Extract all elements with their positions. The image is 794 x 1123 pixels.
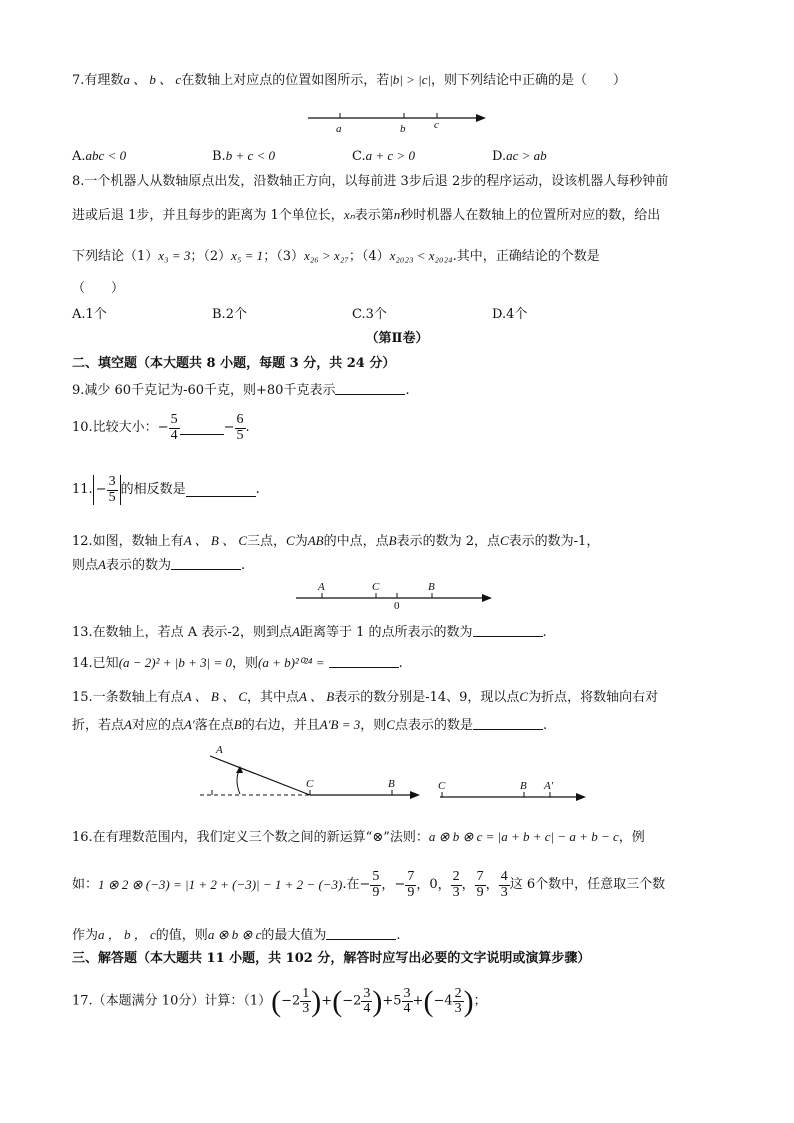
- q15-fig-label-b2: B: [520, 780, 527, 792]
- q7-option-b: B.b + c < 0: [212, 148, 276, 164]
- section3-title: 三、解答题（本大题共 11 小题，共 102 分，解答时应写出必要的文字说明或演算步骤）: [72, 951, 591, 966]
- q15-fig-label-a-prime: A′: [544, 780, 554, 792]
- q16-line3: 作为a ， b ， c的值，则a ⊗ b ⊗ c的最大值为 .: [72, 927, 401, 943]
- q15-line2: 折，若点A对应的点A′落在点B的右边，并且A′B = 3，则C点表示的数是 .: [72, 717, 548, 733]
- q17: 17.（本题满分 10分）计算：（1）(−2 $\frac{1}{3}$ )+(−2 $\frac{3}{4}$ )+5 $\frac{3}{4}$ +(−4 $\frac{2}{3}$ )；: [72, 985, 487, 1018]
- q12-axis-zero: 0: [394, 600, 400, 612]
- q11: 11. − $\frac{3}{5}$ 的相反数是 .: [72, 474, 260, 505]
- q13: 13.在数轴上，若点 A 表示-2，则到点A距离等于 1 的点所表示的数为 .: [72, 624, 547, 640]
- q8-option-b: B.2个: [212, 307, 247, 322]
- q7-option-d: D.ac > ab: [492, 148, 547, 164]
- q16-fraction-3: $\frac{2}{3}$: [452, 869, 460, 900]
- q12-answer-blank[interactable]: [171, 557, 241, 570]
- part2-title: （第Ⅱ卷）: [365, 331, 429, 346]
- q15-fig-label-c: C: [306, 778, 314, 790]
- q8-line1: 8.一个机器人从数轴原点出发，沿数轴正方向，以每前进 3步后退 2步的程序运动，设该机器人每秒钟前: [72, 174, 669, 189]
- q17-term-2-fraction: $\frac{3}{4}$: [363, 985, 371, 1017]
- q17-term-1-fraction: $\frac{1}{3}$: [302, 985, 310, 1017]
- q9: 9.减少 60千克记为-60千克，则+80千克表示 .: [72, 383, 410, 398]
- q16-fraction-4: $\frac{7}{9}$: [476, 869, 484, 900]
- q17-term-3-fraction: $\frac{3}{4}$: [403, 985, 411, 1017]
- q7-axis-label-b: b: [400, 123, 406, 135]
- q16-fraction-2: $\frac{7}{9}$: [407, 869, 415, 900]
- q13-answer-blank[interactable]: [473, 624, 543, 637]
- q9-answer-blank[interactable]: [335, 382, 405, 395]
- q7-option-c: C.a + c > 0: [352, 148, 415, 164]
- q12-axis-label-c: C: [372, 581, 380, 593]
- q12-axis-label-a: A: [318, 581, 325, 593]
- q7-axis-label-c: c: [434, 119, 439, 131]
- q12-line1: 12.如图，数轴上有A 、 B 、 C三点，C为AB的中点，点B表示的数为 2，点C表示的数为-1，: [72, 533, 600, 549]
- q7-axis-label-a: a: [336, 123, 342, 135]
- section2-title: 二、填空题（本大题共 8 小题，每题 3 分，共 24 分）: [72, 356, 396, 371]
- q12-axis-label-b: B: [428, 581, 435, 593]
- q7-option-a: A.abc < 0: [72, 148, 127, 164]
- q8-line2: 进或后退 1步，并且每步的距离为 1个单位长，xₙ表示第n秒时机器人在数轴上的位置所对应的数，给出: [72, 207, 661, 223]
- q16-line1: 16.在有理数范围内，我们定义三个数之间的新运算“⊗”法则：a ⊗ b ⊗ c = |a + b + c| − a + b − c，例: [72, 829, 645, 845]
- q16-answer-blank[interactable]: [326, 927, 396, 940]
- q14: 14.已知(a − 2)² + |b + 3| = 0，则(a + b)²⁰²⁴ = .: [72, 655, 403, 671]
- q15-fig-label-c2: C: [438, 780, 446, 792]
- q11-abs-value: − $\frac{3}{5}$: [93, 475, 121, 505]
- q17-term-4-fraction: $\frac{2}{3}$: [454, 985, 462, 1017]
- q16-fraction-5: $\frac{4}{3}$: [500, 869, 508, 900]
- q15-fig-label-b: B: [388, 778, 395, 790]
- q10-answer-blank[interactable]: [180, 422, 224, 435]
- q15-fold-figure: [196, 740, 596, 806]
- q7-number-line: [300, 108, 500, 138]
- q11-answer-blank[interactable]: [186, 484, 256, 497]
- q8-option-d: D.4个: [492, 307, 528, 322]
- q10: 10.比较大小：− $\frac{5}{4}$ − $\frac{6}{5}$ .: [72, 412, 250, 443]
- q8-option-a: A.1个: [72, 307, 107, 322]
- q14-answer-blank[interactable]: [329, 655, 399, 668]
- q12-line2: 则点A表示的数为 .: [72, 557, 246, 573]
- q15-line1: 15.一条数轴上有点A 、 B 、 C，其中点A 、 B表示的数分别是-14、9，现以点C为折点，将数轴向右对: [72, 689, 659, 705]
- q10-fraction-1: $\frac{5}{4}$: [170, 412, 178, 443]
- q7-stem: 7.有理数a 、 b 、 c在数轴上对应点的位置如图所示，若|b| > |c|，则下列结论中正确的是（ ）: [72, 72, 627, 88]
- q16-line2: 如：1 ⊗ 2 ⊗ (−3) = |1 + 2 + (−3)| − 1 + 2 − (−3).在− $\frac{5}{9}$ ，− $\frac{7}{9}$ ，0， $\frac{2}{3}$ ， $\frac{7}{9}$ ， $\frac{4}{3}$ 这 6个数中，任意取三个数: [72, 869, 666, 900]
- q8-option-c: C.3个: [352, 307, 387, 322]
- q8-line3: 下列结论（1）x₃ = 3；（2）x₅ = 1；（3）x₂₆ > x₂₇；（4）x₂₀₂₃ < x₂₀₂₄.其中，正确结论的个数是: [72, 248, 600, 264]
- q15-answer-blank[interactable]: [473, 717, 543, 730]
- q16-fraction-1: $\frac{5}{9}$: [372, 869, 380, 900]
- q10-fraction-2: $\frac{6}{5}$: [236, 412, 244, 443]
- q15-fig-label-a: A: [216, 744, 223, 756]
- q12-number-line: [292, 578, 498, 612]
- q8-answer-paren: （ ）: [72, 281, 125, 296]
